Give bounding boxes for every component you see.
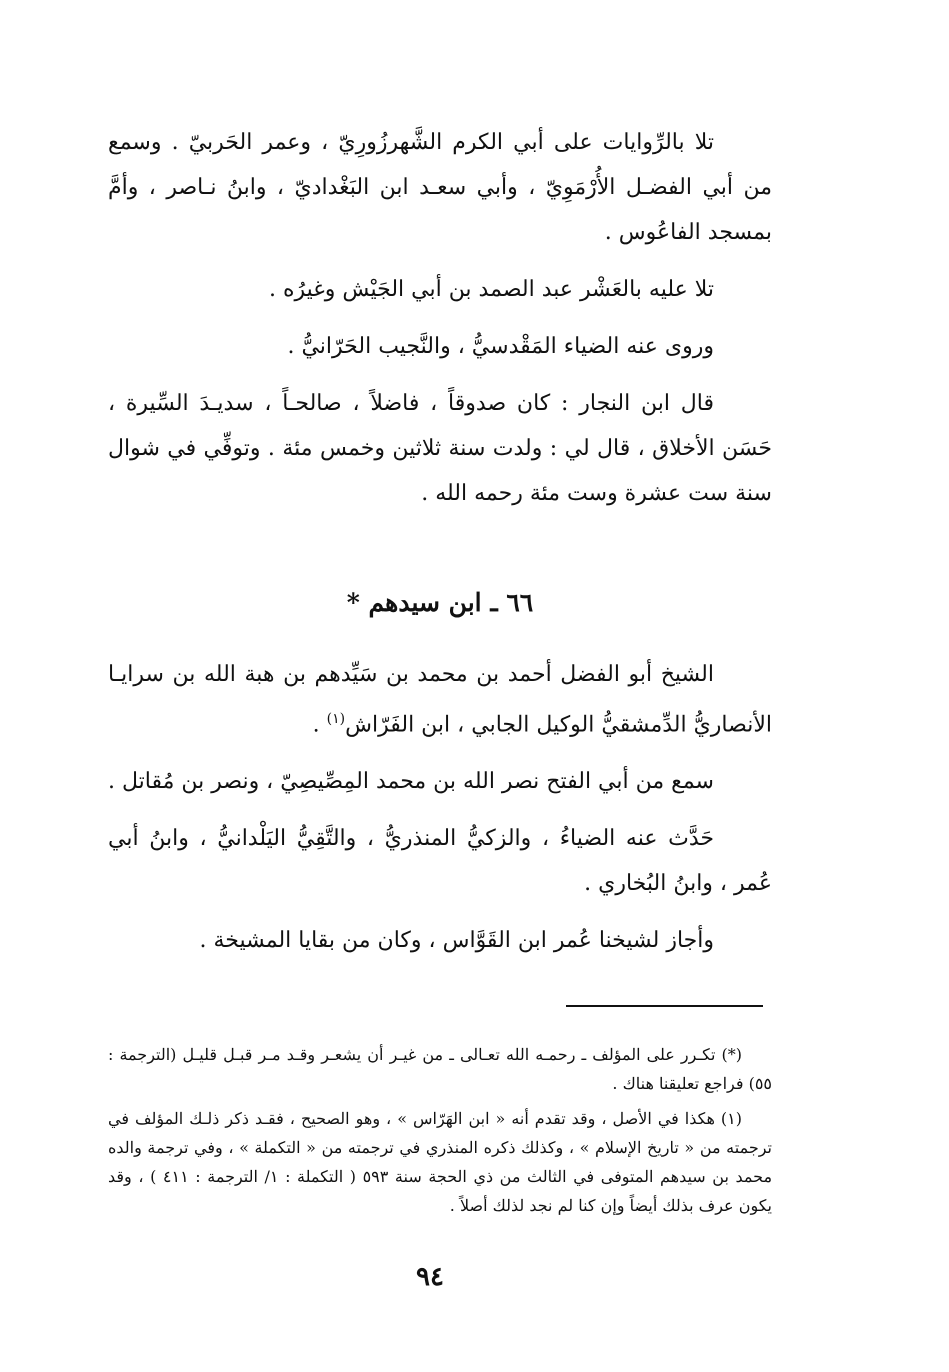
entry-66-paragraph-3: حَدَّث عنه الضياءُ ، والزكيُّ المنذريُّ ، والتَّقِيُّ اليَلْدانيُّ ، وابنُ أبي عُمر ، وابنُ البُخاري . bbox=[108, 826, 772, 897]
previous-entry-paragraph-1: تلا بالرِّوايات على أبي الكرم الشَّهرزُورِيّ ، وعمر الحَربيّ . وسمع من أبي الفضـل الأُرْمَوِيّ ، وأبي سعـد ابن البَغْداديّ ، وابنُ نـاصر ، وأمَّ بمسجد الفاعُوس . bbox=[108, 130, 772, 245]
entry-66-paragraph-1-text: الشيخ أبو الفضل أحمد بن محمد بن سَيِّدهم بن هبة الله بن سرايـا الأنصاريُّ الدِّمشقيُّ الوكيل الجابي ، ابن الفَرّاش bbox=[108, 662, 772, 738]
previous-entry-paragraph-2: تلا عليه بالعَشْر عبد الصمد بن أبي الجَيْش وغيرُه . bbox=[269, 277, 714, 302]
footnote-star: (*) تكـرر على المؤلف ـ رحمـه الله تعـالى ـ من غيـر أن يشعـر وقـد مـر قبـل قليـل (الترجمة : ٥٥) فراجع تعليقنا هناك . bbox=[108, 1045, 772, 1093]
entry-66-paragraph-1-end: . bbox=[312, 712, 327, 738]
entry-heading: ٦٦ ـ ابن سيدهم * bbox=[346, 588, 534, 617]
entry-66-paragraph-1 bbox=[108, 652, 772, 747]
footnotes bbox=[108, 1040, 772, 1226]
entry-66-paragraph-4: وأجاز لشيخنا عُمر ابن القَوَّاس ، وكان من بقايا المشيخة . bbox=[199, 928, 714, 954]
previous-entry-paragraph-4: قال ابن النجار : كان صدوقاً ، فاضلاً ، صالحـاً ، سديـدَ السِّيرة ، حَسَن الأخلاق ، قال لي : ولدت سنة ثلاثين وخمس مئة . وتوفِّي في شوال سنة ست عشرة وست مئة رحمه الله . bbox=[108, 391, 772, 506]
previous-entry bbox=[108, 120, 772, 516]
footnote-reference: (١) bbox=[326, 711, 346, 727]
entry-66-paragraph-2: سمع من أبي الفتح نصر الله بن محمد المِصِّيصِيّ ، ونصر بن مُقاتل . bbox=[107, 769, 714, 795]
footnote-separator bbox=[566, 1005, 763, 1007]
footnote-1: (١) هكذا في الأصل ، وقد تقدم أنه « ابن الهَرّاس » ، وهو الصحيح ، فقـد ذكر ذلـك المؤلف في ترجمته من « تاريخ الإسلام » ، وكذلك ذكره المنذري في ترجمته من « التكملة » ، وفي ترجمة والده محمد بن سيدهم المتوفى في الثالث من ذي الحجة سنة ٥٩٣ ( التكملة : ١/ الترجمة : ٤١١ ) ، وقد يكون عرف بذلك أيضاً وإن كنا لم نجد لذلك أصلاً . bbox=[108, 1109, 773, 1215]
page-number: ٩٤ bbox=[416, 1262, 444, 1292]
entry-66-body bbox=[108, 652, 772, 963]
previous-entry-paragraph-3: وروى عنه الضياء المَقْدسيُّ ، والنَّجيب الحَرّانيُّ . bbox=[287, 334, 714, 359]
